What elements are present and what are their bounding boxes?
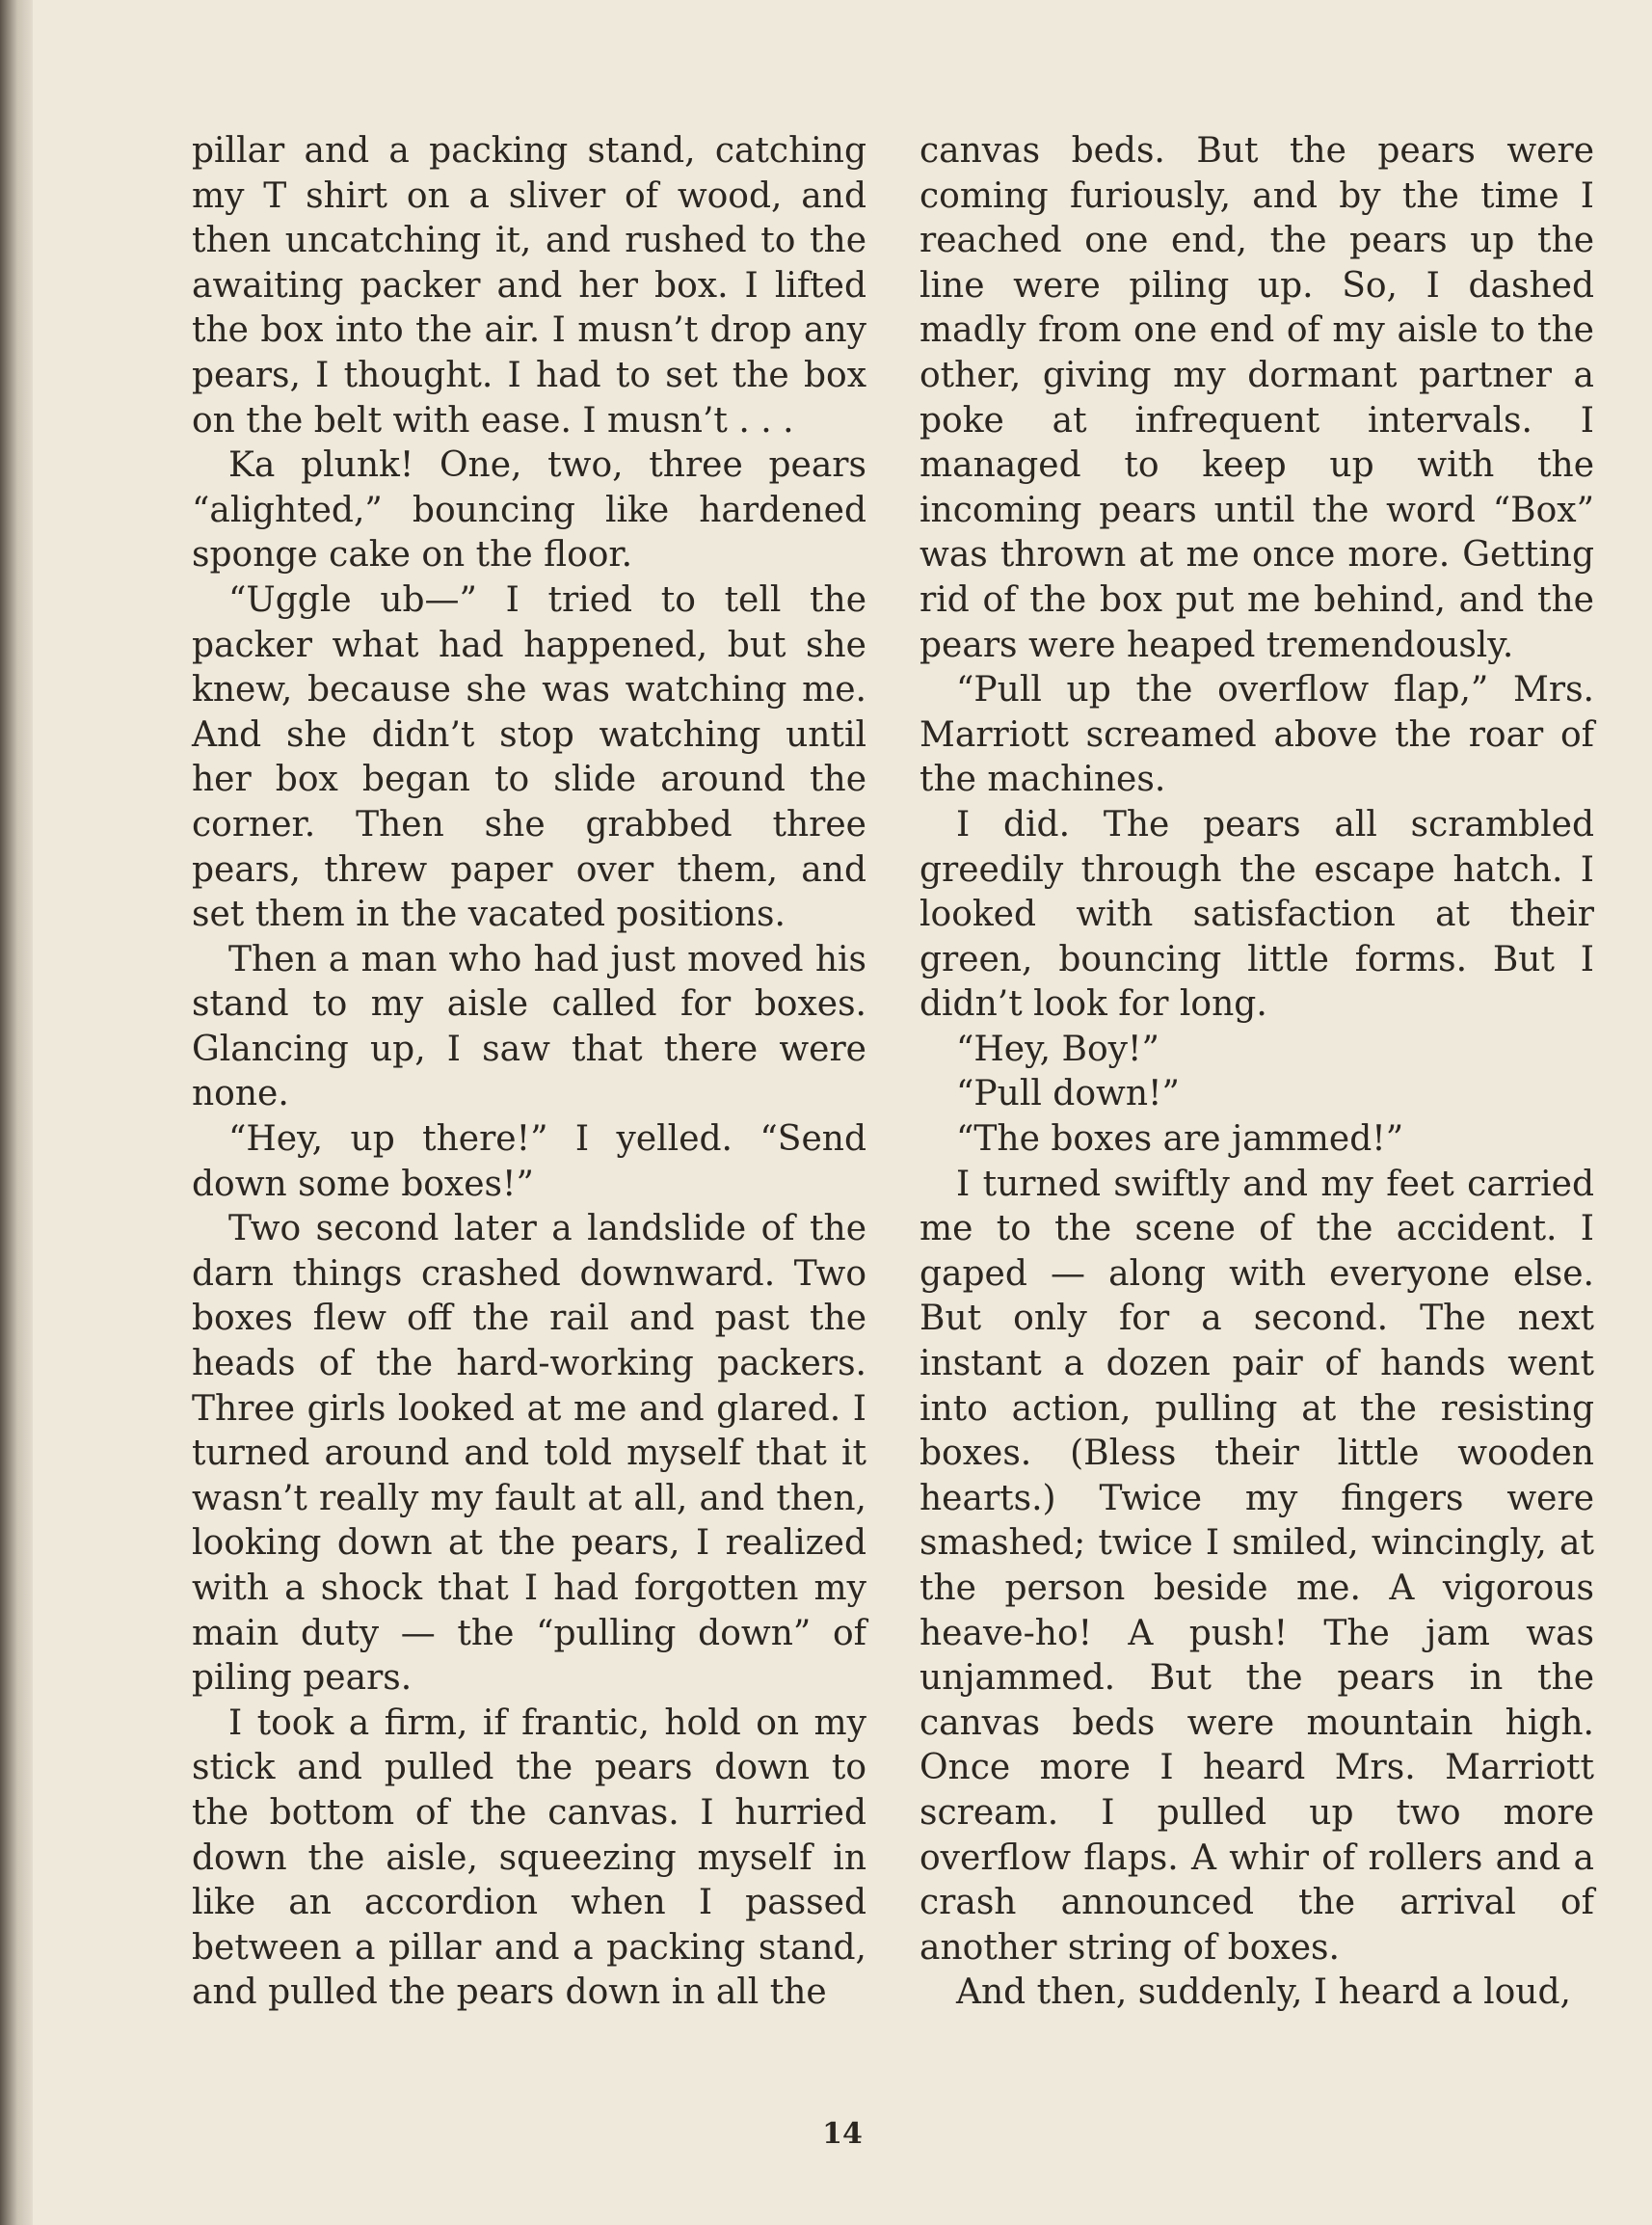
page-number: 14 <box>822 2117 863 2151</box>
paragraph: “Uggle ub—” I tried to tell the packer what had happened, but she knew, because she was watching me. And she didn’t stop watching until her box began to slide around the corner. Then she grabbed three pears, threw paper over them, and set them in the vacated positions. <box>192 579 866 935</box>
paragraph: Two second later a landslide of the darn things crashed downward. Two boxes flew off the rail and past the heads of the hard-working packers. Three girls looked at me and glared. I turned around and told myself that it wasn’t really my fault at all, and then, looking down at the pears, I realized with a shock that I had forgotten my main duty — the “pulling down” of piling pears. <box>192 1209 866 1699</box>
paragraph: I did. The pears all scrambled greedily through the escape hatch. I looked with satisfaction at their green, bouncing little forms. But I didn’t look for long. <box>919 804 1594 1025</box>
paragraph: canvas beds. But the pears were coming furiously, and by the time I reached one end, the pears up the line were piling up. So, I dashed madly from one end of my aisle to the other, giving my dormant partner a poke at infrequent intervals. I managed to keep up with the incoming pears until the word “Box” was thrown at me once more. Getting rid of the box put me behind, and the pears were heaped tremendously. <box>919 131 1594 665</box>
paragraph: I took a firm, if frantic, hold on my stick and pulled the pears down to the bottom of the canvas. I hurried down the aisle, squeezing myself in like an accordion when I passed between a pillar and a packing stand, and pulled the pears down in all the <box>192 1702 866 2013</box>
paragraph: And then, suddenly, I heard a loud, <box>956 1972 1571 2013</box>
paragraph: pillar and a packing stand, catching my T shirt on a sliver of wood, and then uncatching it, and rushed to the awaiting packer and her box. I lifted the box into the air. I musn’t drop any pears, I thought. I had to set the box on the belt with ease. I musn’t . . . <box>192 131 866 441</box>
paragraph: Then a man who had just moved his stand to my aisle called for boxes. Glancing up, I saw that there were none. <box>192 939 866 1114</box>
paragraph: “Hey, Boy!” <box>956 1029 1159 1069</box>
book-binding-shadow <box>0 0 33 2225</box>
paragraph: Ka plunk! One, two, three pears “alighted,” bouncing like hardened sponge cake on the floor. <box>192 445 866 576</box>
paragraph: “Pull down!” <box>956 1074 1180 1114</box>
book-page <box>33 0 1652 2225</box>
paragraph: “Hey, up there!” I yelled. “Send down some boxes!” <box>192 1119 866 1204</box>
right-text-column <box>919 129 1594 2016</box>
paragraph: “Pull up the overflow flap,” Mrs. Marriott screamed above the roar of the machines. <box>919 670 1594 800</box>
paragraph: I turned swiftly and my feet carried me to the scene of the accident. I gaped — along with everyone else. But only for a second. The next instant a dozen pair of hands went into action, pulling at the resisting boxes. (Bless their little wooden hearts.) Twice my fingers were smashed; twice I smiled, wincingly, at the person beside me. A vigorous heave-ho! A push! The jam was unjammed. But the pears in the canvas beds were mountain high. Once more I heard Mrs. Marriott scream. I pulled up two more overflow flaps. A whir of rollers and a crash announced the arrival of another string of boxes. <box>919 1164 1594 1968</box>
left-text-column <box>192 129 866 2016</box>
paragraph: “The boxes are jammed!” <box>956 1119 1404 1160</box>
